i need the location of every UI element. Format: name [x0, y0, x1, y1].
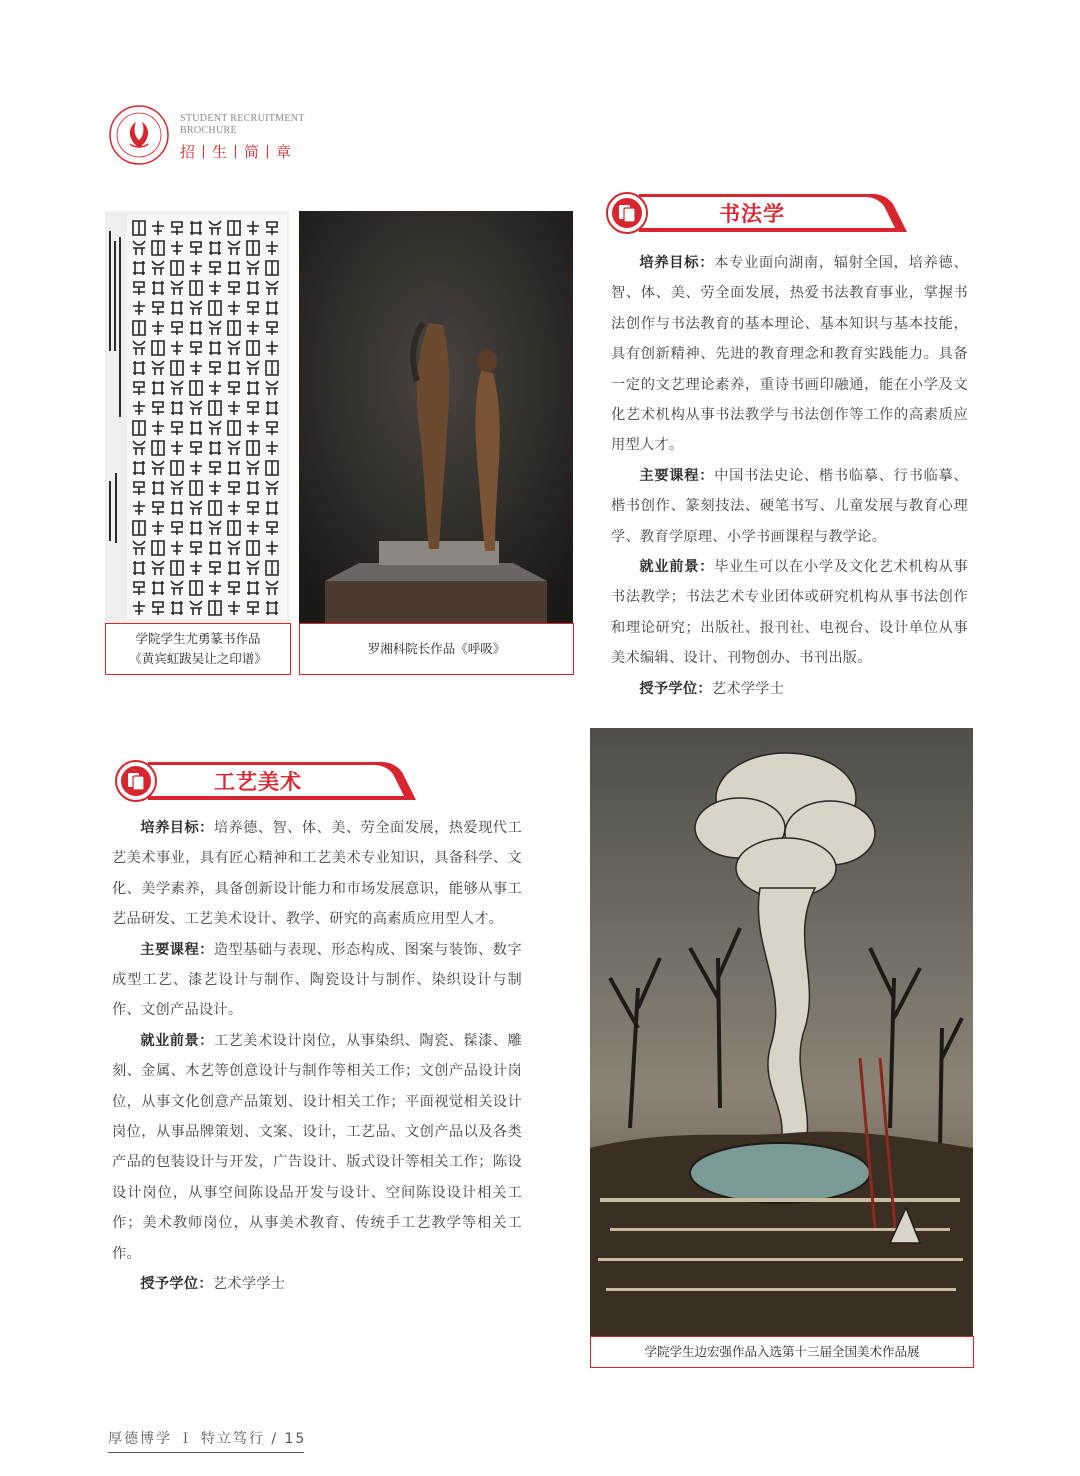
brand-english — [180, 113, 330, 137]
crafts-courses-text: 造型基础与表现、形态构成、图案与装饰、数字成型工艺、漆艺设计与制作、陶瓷设计与制作、染织设计与制作、文创产品设计。 — [112, 941, 522, 1019]
brand-english-line1: STUDENT RECRUITMENT — [180, 113, 305, 124]
crafts-section-title: 工艺美术 — [214, 770, 302, 794]
calligraphy-goal — [611, 248, 968, 461]
page-number: / 15 — [271, 1431, 307, 1447]
crafts-section-header — [112, 758, 418, 804]
sculpture-artwork-photo — [299, 211, 573, 623]
calligraphy-caption-line2: 《黄宾虹跋吴让之印谱》 — [129, 651, 267, 666]
brand-chinese: 招丨生丨简丨章 — [180, 143, 293, 161]
page-footer — [108, 1428, 306, 1448]
calligraphy-section-body — [611, 248, 968, 704]
crafts-section-body — [112, 813, 522, 1300]
brand-english-line2: BROCHURE — [180, 125, 237, 136]
woodcut-print-photo — [590, 728, 973, 1336]
calligraphy-artwork-photo — [105, 211, 289, 623]
calligraphy-section-header — [603, 190, 909, 236]
woodcut-caption — [590, 1336, 974, 1368]
crafts-goal — [112, 813, 522, 935]
crafts-career-text: 工艺美术设计岗位，从事染织、陶瓷、髹漆、雕刻、金属、木艺等创意设计与制作等相关工作；文创产品设计岗位，从事文化创意产品策划、设计相关工作；平面视觉相关设计岗位，从事品牌策划、文案、设计，工艺品、文创产品以及各类产品的包装设计与开发，广告设计、版式设计等相关工作；陈设设计岗位，从事空间陈设品开发与设计、空间陈设设计相关工作；美术教师岗位，从事美术教育、传统手工艺教学等相关工作。 — [112, 1032, 522, 1262]
calligraphy-degree — [611, 674, 968, 704]
calligraphy-goal-label: 培养目标： — [639, 255, 715, 271]
calligraphy-degree-text: 艺术学学士 — [711, 680, 785, 697]
calligraphy-career — [611, 552, 968, 674]
crafts-degree-text: 艺术学学士 — [212, 1276, 286, 1293]
calligraphy-degree-label: 授予学位： — [639, 680, 712, 697]
sculpture-caption — [299, 623, 574, 675]
woodcut-caption-text: 学院学生边宏强作品入选第十三届全国美术作品展 — [644, 1344, 920, 1359]
crafts-courses — [112, 935, 522, 1026]
calligraphy-courses-text: 中国书法史论、楷书临摹、行书临摹、楷书创作、篆刻技法、硬笔书写、儿童发展与教育心理学、教育学原理、小学书画课程与教学论。 — [611, 467, 968, 545]
crafts-career-label: 就业前景： — [140, 1032, 214, 1049]
sculpture-caption-text: 罗湘科院长作品《呼吸》 — [367, 641, 506, 656]
crafts-career — [112, 1026, 522, 1269]
calligraphy-courses-label: 主要课程： — [639, 467, 715, 484]
crafts-goal-label: 培养目标： — [140, 820, 214, 836]
crafts-degree-label: 授予学位： — [140, 1276, 213, 1293]
calligraphy-caption-line1: 学院学生尤勇篆书作品 — [135, 631, 261, 646]
calligraphy-goal-text: 本专业面向湖南，辐射全国，培养德、智、体、美、劳全面发展，热爱书法教育事业，掌握书法创作与书法教育的基本理论、基本知识与基本技能，具有创新精神、先进的教育理念和教育实践能力。具备一定的文艺理论素养，重诗书画印融通，能在小学及文化艺术机构从事书法教学与书法创作等工作的高素质应用型人才。 — [611, 255, 968, 454]
footer-motto: 厚德博学 Ｉ 特立笃行 — [108, 1431, 265, 1447]
calligraphy-career-text: 毕业生可以在小学及文化艺术机构从事书法教学；书法艺术专业团体或研究机构从事书法创作和理论研究；出版社、报刊社、电视台、设计单位从事美术编辑、设计、刊物创办、书刊出版。 — [611, 559, 968, 667]
footer-divider — [108, 1452, 304, 1453]
crafts-courses-label: 主要课程： — [140, 941, 214, 958]
college-logo — [108, 104, 170, 166]
calligraphy-courses — [611, 461, 968, 552]
crafts-goal-text: 培养德、智、体、美、劳全面发展，热爱现代工艺美术事业，具有匠心精神和工艺美术专业知识，具备科学、文化、美学素养，具备创新设计能力和市场发展意识，能够从事工艺品研发、工艺美术设计、教学、研究的高素质应用型人才。 — [112, 820, 522, 928]
crafts-degree — [112, 1269, 522, 1299]
calligraphy-career-label: 就业前景： — [639, 559, 715, 576]
calligraphy-section-title: 书法学 — [719, 202, 785, 226]
calligraphy-caption — [105, 623, 291, 675]
